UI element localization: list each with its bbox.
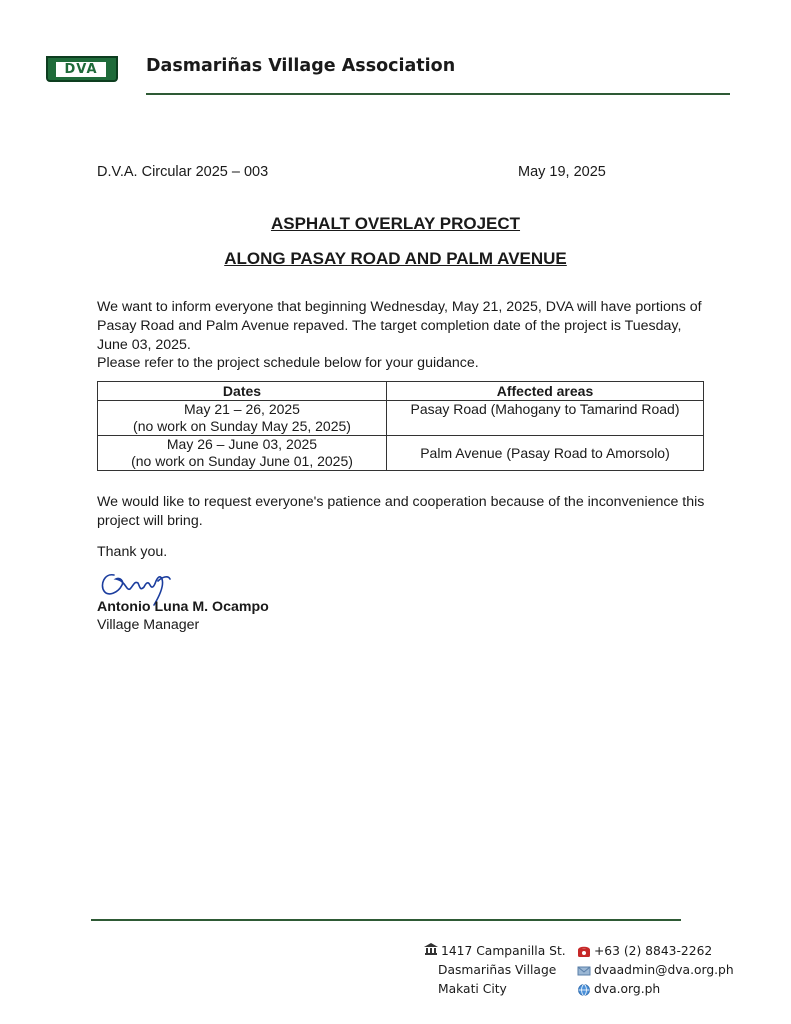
footer-contact: [577, 942, 734, 999]
schedule-date-cell: [98, 436, 387, 471]
circular-number: D.V.A. Circular 2025 – 003: [97, 164, 269, 180]
address-street: 1417 Campanilla St.: [441, 944, 566, 958]
email-address: dvaadmin@dva.org.ph: [594, 963, 734, 977]
circular-date: May 19, 2025: [518, 164, 606, 180]
dva-logo: [46, 56, 118, 82]
document-title-line2: ALONG PASAY ROAD AND PALM AVENUE: [224, 249, 567, 268]
column-header-dates: Dates: [98, 382, 387, 401]
header-divider: [146, 93, 730, 95]
schedule-table: [97, 381, 704, 471]
schedule-date: May 26 – June 03, 2025: [166, 436, 318, 452]
schedule-date: May 21 – 26, 2025: [184, 401, 300, 417]
intro-paragraph: We want to inform everyone that beginning Wednesday, May 21, 2025, DVA will have portions of Pasay Road and Palm Avenue repaved. The target completion date of the project is Tuesday, June 03, 2025.: [97, 299, 702, 353]
request-paragraph: We would like to request everyone's patience and cooperation because of the inconvenience this project will bring.: [97, 494, 705, 529]
organization-name: Dasmariñas Village Association: [146, 56, 456, 76]
email-icon: [577, 965, 591, 977]
table-header-row: [98, 382, 704, 401]
footer-address: [424, 942, 566, 999]
column-header-areas: Affected areas: [387, 382, 704, 401]
closing-text: Thank you.: [97, 544, 168, 560]
footer-divider: [91, 919, 681, 921]
signatory-title: Village Manager: [97, 617, 200, 633]
address-line-2: Dasmariñas Village: [438, 963, 557, 977]
schedule-date-cell: [98, 401, 387, 436]
signatory-name: Antonio Luna M. Ocampo: [97, 599, 269, 615]
schedule-area: Pasay Road (Mahogany to Tamarind Road): [387, 401, 704, 436]
logo-text: DVA: [56, 62, 106, 77]
address-line-1: [424, 942, 566, 961]
schedule-area: Palm Avenue (Pasay Road to Amorsolo): [387, 436, 704, 471]
phone-icon: [577, 946, 591, 958]
contact-website: [577, 980, 734, 999]
phone-number: +63 (2) 8843-2262: [594, 944, 713, 958]
building-icon: [424, 943, 438, 955]
table-row: [98, 401, 704, 436]
website-url: dva.org.ph: [594, 982, 661, 996]
contact-email: [577, 961, 734, 980]
document-title-line1: ASPHALT OVERLAY PROJECT: [270, 214, 521, 233]
schedule-intro: Please refer to the project schedule below for your guidance.: [97, 355, 479, 371]
contact-phone: [577, 942, 734, 961]
address-line-3: Makati City: [438, 982, 507, 996]
table-row: [98, 436, 704, 471]
schedule-note: (no work on Sunday June 01, 2025): [131, 453, 353, 469]
schedule-note: (no work on Sunday May 25, 2025): [133, 418, 351, 434]
globe-icon: [577, 984, 591, 996]
